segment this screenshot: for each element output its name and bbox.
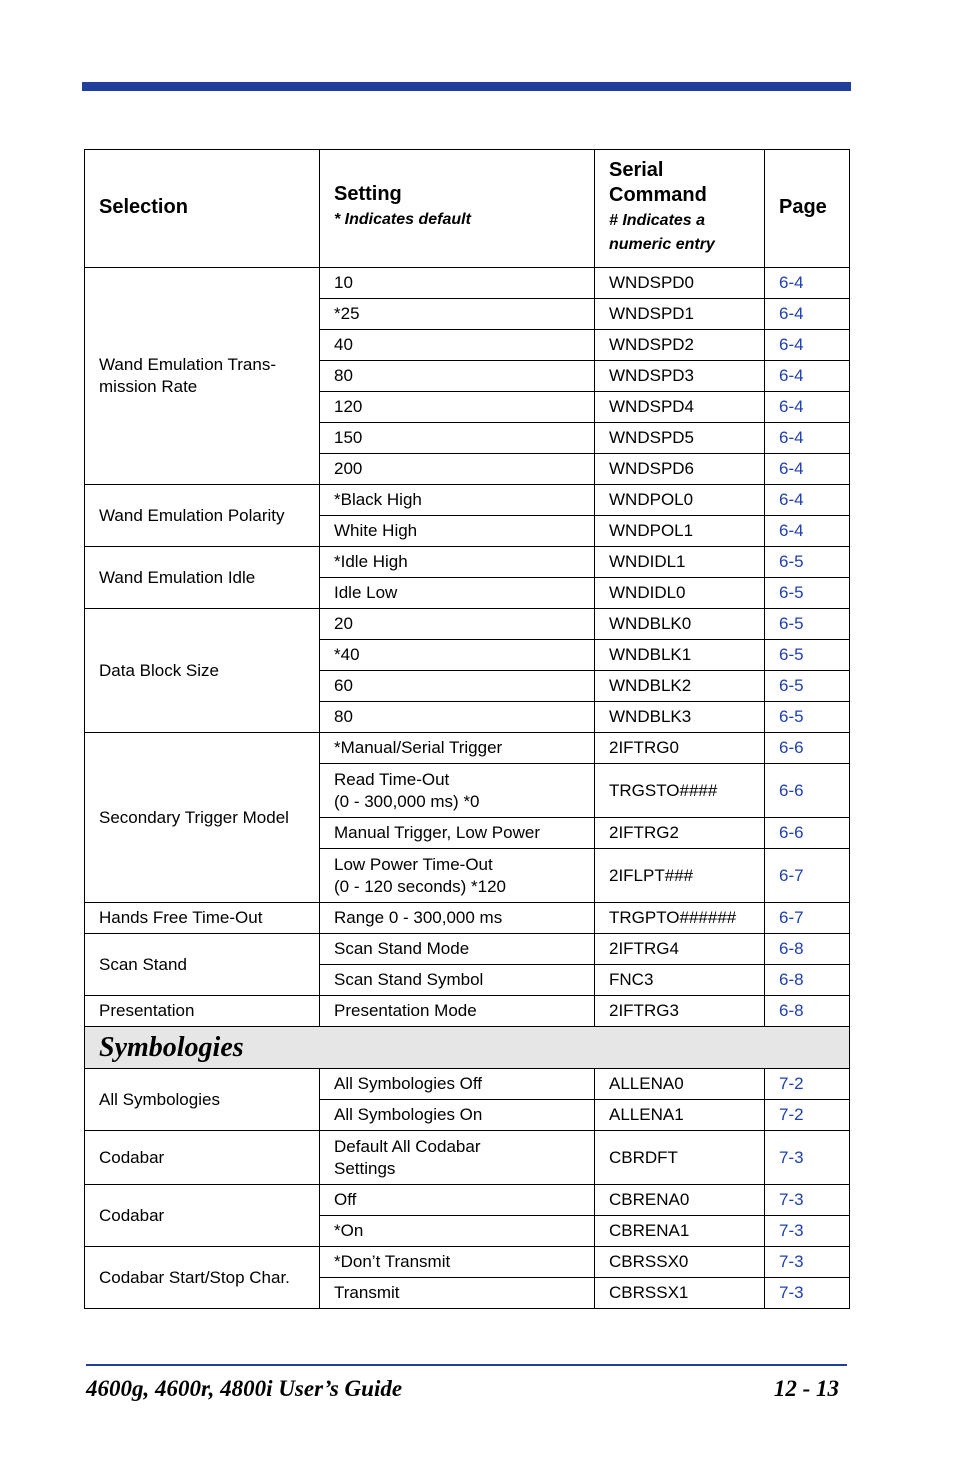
serial-command-cell: WNDSPD5 <box>595 423 765 454</box>
page-link[interactable]: 6-4 <box>765 299 850 330</box>
setting-cell: 150 <box>320 423 595 454</box>
selection-cell: Wand Emulation Idle <box>85 547 320 609</box>
setting-cell: White High <box>320 516 595 547</box>
setting-cell: Manual Trigger, Low Power <box>320 818 595 849</box>
page-link[interactable]: 6-4 <box>765 361 850 392</box>
serial-command-cell: WNDSPD2 <box>595 330 765 361</box>
table-row <box>85 733 850 764</box>
serial-command-cell: ALLENA1 <box>595 1100 765 1131</box>
table-row <box>85 609 850 640</box>
serial-command-cell: CBRDFT <box>595 1131 765 1185</box>
selection-cell: Codabar Start/Stop Char. <box>85 1247 320 1309</box>
setting-cell: 10 <box>320 268 595 299</box>
page-link[interactable]: 6-4 <box>765 330 850 361</box>
selection-cell: All Symbologies <box>85 1069 320 1131</box>
serial-command-cell: FNC3 <box>595 965 765 996</box>
setting-cell: *Idle High <box>320 547 595 578</box>
setting-cell: 80 <box>320 361 595 392</box>
serial-command-cell: WNDSPD4 <box>595 392 765 423</box>
page-link[interactable]: 6-6 <box>765 764 850 818</box>
page-link[interactable]: 7-3 <box>765 1247 850 1278</box>
setting-cell: *Don’t Transmit <box>320 1247 595 1278</box>
serial-command-cell: WNDSPD1 <box>595 299 765 330</box>
setting-cell: 200 <box>320 454 595 485</box>
page-link[interactable]: 6-5 <box>765 547 850 578</box>
setting-cell: Read Time-Out (0 - 300,000 ms) *0 <box>320 764 595 818</box>
serial-command-cell: 2IFTRG2 <box>595 818 765 849</box>
column-header-serial-command: Serial Command # Indicates a numeric entry <box>595 150 765 265</box>
serial-command-cell: TRGPTO###### <box>595 903 765 934</box>
numeric-entry-note: # Indicates a numeric entry <box>609 211 715 253</box>
page-link[interactable]: 6-8 <box>765 965 850 996</box>
setting-cell: 60 <box>320 671 595 702</box>
table-row <box>85 1131 850 1185</box>
table-header-row <box>85 150 850 265</box>
section-header-row <box>85 1027 850 1069</box>
setting-default-note: * Indicates default <box>334 211 471 228</box>
column-header-setting: Setting * Indicates default <box>320 150 595 265</box>
setting-cell: Range 0 - 300,000 ms <box>320 903 595 934</box>
selection-cell: Wand Emulation Polarity <box>85 485 320 547</box>
setting-cell: 40 <box>320 330 595 361</box>
selection-cell: Wand Emulation Trans-mission Rate <box>85 268 320 485</box>
selection-cell: Secondary Trigger Model <box>85 733 320 903</box>
page-link[interactable]: 6-4 <box>765 485 850 516</box>
table-body <box>85 268 850 1309</box>
serial-command-cell: WNDBLK2 <box>595 671 765 702</box>
serial-command-cell: WNDBLK3 <box>595 702 765 733</box>
page-link[interactable]: 6-5 <box>765 702 850 733</box>
serial-command-cell: WNDPOL1 <box>595 516 765 547</box>
page-link[interactable]: 6-6 <box>765 818 850 849</box>
serial-command-cell: 2IFLPT### <box>595 849 765 903</box>
serial-command-cell: 2IFTRG4 <box>595 934 765 965</box>
setting-cell: Off <box>320 1185 595 1216</box>
setting-cell: *Manual/Serial Trigger <box>320 733 595 764</box>
serial-command-cell: WNDSPD0 <box>595 268 765 299</box>
table-row <box>85 547 850 578</box>
setting-cell: Scan Stand Mode <box>320 934 595 965</box>
selection-cell: Codabar <box>85 1131 320 1185</box>
page-link[interactable]: 7-3 <box>765 1216 850 1247</box>
setting-cell: *25 <box>320 299 595 330</box>
page-link[interactable]: 7-3 <box>765 1131 850 1185</box>
serial-command-cell: CBRSSX0 <box>595 1247 765 1278</box>
setting-cell: Presentation Mode <box>320 996 595 1027</box>
serial-command-cell: CBRENA1 <box>595 1216 765 1247</box>
setting-cell: *Black High <box>320 485 595 516</box>
serial-command-cell: WNDSPD6 <box>595 454 765 485</box>
page-link[interactable]: 6-8 <box>765 934 850 965</box>
table-row <box>85 934 850 965</box>
column-header-selection: Selection <box>85 150 320 265</box>
page-link[interactable]: 6-7 <box>765 903 850 934</box>
setting-cell: 120 <box>320 392 595 423</box>
serial-command-cell: WNDPOL0 <box>595 485 765 516</box>
table-row <box>85 485 850 516</box>
setting-cell: Idle Low <box>320 578 595 609</box>
table-row <box>85 268 850 299</box>
page-link[interactable]: 6-8 <box>765 996 850 1027</box>
selection-cell: Presentation <box>85 996 320 1027</box>
table-row <box>85 1185 850 1216</box>
footer-page-number: 12 - 13 <box>773 1376 839 1401</box>
page-link[interactable]: 7-3 <box>765 1185 850 1216</box>
page-link[interactable]: 6-4 <box>765 454 850 485</box>
setting-cell: 80 <box>320 702 595 733</box>
table-row <box>85 996 850 1027</box>
serial-command-table <box>84 149 850 1309</box>
serial-command-cell: TRGSTO#### <box>595 764 765 818</box>
page-link[interactable]: 7-2 <box>765 1069 850 1100</box>
page-link[interactable]: 6-4 <box>765 392 850 423</box>
serial-command-cell: WNDIDL1 <box>595 547 765 578</box>
page-link[interactable]: 7-2 <box>765 1100 850 1131</box>
footer-rule <box>86 1364 847 1366</box>
serial-command-cell: WNDBLK1 <box>595 640 765 671</box>
serial-command-cell: WNDBLK0 <box>595 609 765 640</box>
page-link[interactable]: 6-5 <box>765 609 850 640</box>
page-link[interactable]: 6-4 <box>765 268 850 299</box>
page-link[interactable]: 6-5 <box>765 578 850 609</box>
page-link[interactable]: 6-5 <box>765 640 850 671</box>
table-row <box>85 1247 850 1278</box>
serial-command-cell: 2IFTRG0 <box>595 733 765 764</box>
setting-cell: Low Power Time-Out (0 - 120 seconds) *120 <box>320 849 595 903</box>
page-link[interactable]: 6-7 <box>765 849 850 903</box>
serial-command-cell: WNDIDL0 <box>595 578 765 609</box>
table-row <box>85 903 850 934</box>
selection-cell: Hands Free Time-Out <box>85 903 320 934</box>
page-link[interactable]: 6-4 <box>765 423 850 454</box>
serial-command-cell: WNDSPD3 <box>595 361 765 392</box>
setting-cell: *On <box>320 1216 595 1247</box>
setting-cell: 20 <box>320 609 595 640</box>
selection-cell: Codabar <box>85 1185 320 1247</box>
page-link[interactable]: 6-5 <box>765 671 850 702</box>
selection-cell: Scan Stand <box>85 934 320 996</box>
page-link[interactable]: 6-6 <box>765 733 850 764</box>
page-link[interactable]: 7-3 <box>765 1278 850 1309</box>
header-rule <box>82 82 851 91</box>
table-row <box>85 1069 850 1100</box>
setting-cell: All Symbologies Off <box>320 1069 595 1100</box>
setting-cell: All Symbologies On <box>320 1100 595 1131</box>
selection-cell: Data Block Size <box>85 609 320 733</box>
setting-cell: *40 <box>320 640 595 671</box>
serial-command-cell: CBRSSX1 <box>595 1278 765 1309</box>
setting-cell: Transmit <box>320 1278 595 1309</box>
page-link[interactable]: 6-4 <box>765 516 850 547</box>
serial-command-cell: 2IFTRG3 <box>595 996 765 1027</box>
setting-cell: Default All Codabar Settings <box>320 1131 595 1185</box>
serial-command-cell: ALLENA0 <box>595 1069 765 1100</box>
column-header-page: Page <box>765 150 850 265</box>
footer-guide-title: 4600g, 4600r, 4800i User’s Guide <box>86 1376 403 1401</box>
section-title: Symbologies <box>85 1027 850 1069</box>
serial-command-cell: CBRENA0 <box>595 1185 765 1216</box>
setting-cell: Scan Stand Symbol <box>320 965 595 996</box>
